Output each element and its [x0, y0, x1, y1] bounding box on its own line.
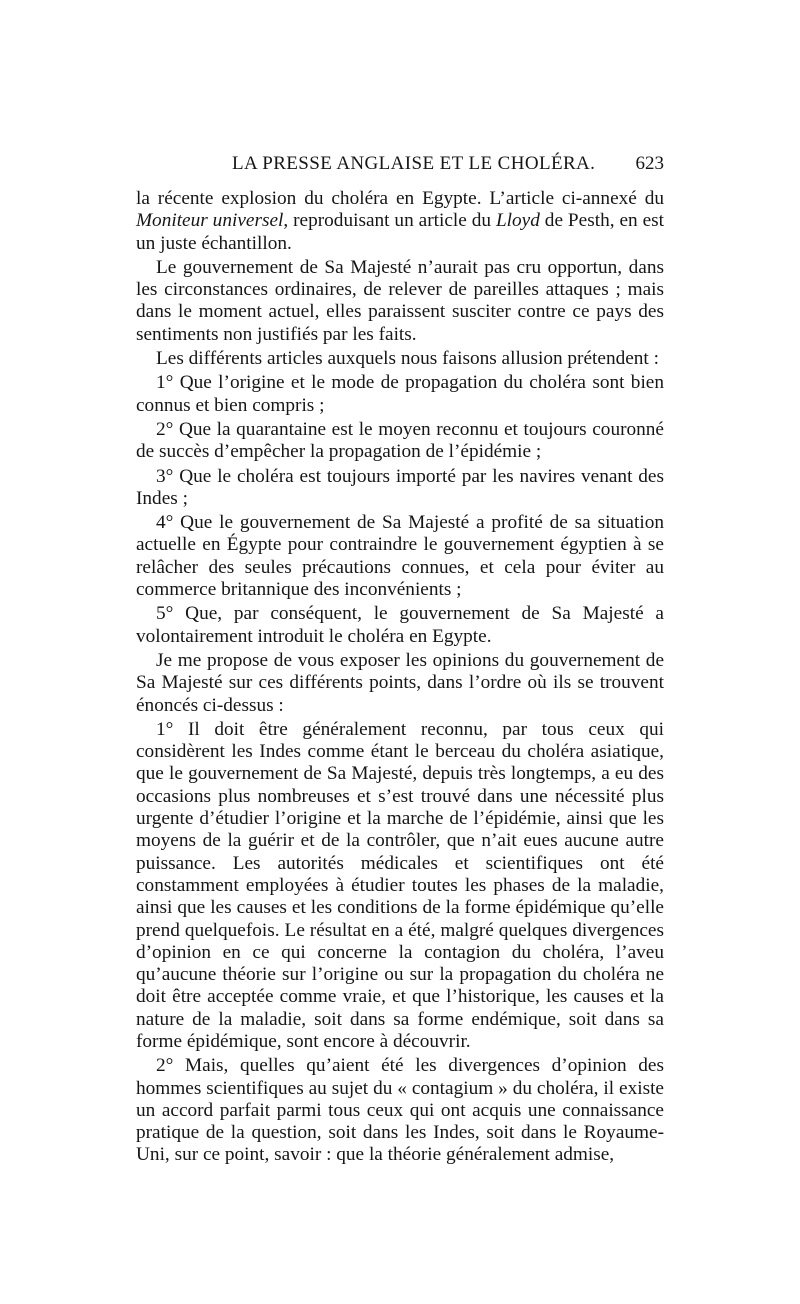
paragraph-continuation [136, 188, 664, 255]
paragraph: Le gouvernement de Sa Majesté n’aurait pas cru opportun, dans les circonstances ordinaires, de relever de pareilles attaques ; mais dans le moment actuel, elles paraissent susciter contre ce pays des sentiments non justifiés par les faits. [136, 256, 664, 345]
list-item: 4° Que le gouvernement de Sa Majesté a profité de sa situation actuelle en Égypte pour contraindre le gouvernement égyptien à se relâcher des seules précautions connues, et cela pour éviter au commerce britannique des inconvénients ; [136, 512, 664, 601]
page-header [136, 153, 664, 177]
list-item: 2° Mais, quelles qu’aient été les divergences d’opinion des hommes scientifiques au sujet du « contagium » du choléra, il existe un accord parfait parmi tous ceux qui ont acquis une connaissance pratique de la question, soit dans les Indes, soit dans le Royaume-Uni, sur ce point, savoir : que la théorie généralement admise, [136, 1055, 664, 1166]
running-title: LA PRESSE ANGLAISE ET LE CHOLÉRA. [232, 153, 596, 174]
publication-title: Lloyd [495, 210, 540, 232]
text-run: la récente explosion du choléra en Egypte. L’article ci-annexé du [136, 188, 664, 209]
text-run: de Pesth, en est un juste échantillon. [136, 210, 665, 254]
list-item: 5° Que, par conséquent, le gouvernement de Sa Majesté a volontairement introduit le choléra en Egypte. [136, 603, 664, 647]
list-item: 3° Que le choléra est toujours importé par les navires venant des Indes ; [136, 465, 664, 509]
list-item: 1° Que l’origine et le mode de propagation du choléra sont bien connus et bien compris ; [136, 372, 664, 416]
page-number: 623 [635, 153, 664, 174]
body-text [136, 188, 664, 1169]
list-item: 2° Que la quarantaine est le moyen reconnu et toujours couronné de succès d’empêcher la propagation de l’épidémie ; [136, 418, 664, 463]
paragraph: Je me propose de vous exposer les opinions du gouvernement de Sa Majesté sur ces différents points, dans l’ordre où ils se trouvent énoncés ci-dessus : [136, 649, 664, 716]
text-run: , reproduisant un article du [283, 210, 496, 232]
paragraph: Les différents articles auxquels nous faisons allusion prétendent : [156, 348, 659, 370]
publication-title: Moniteur universel [136, 210, 284, 232]
list-item: 1° Il doit être généralement reconnu, par tous ceux qui considèrent les Indes comme étant le berceau du choléra asiatique, que le gouvernement de Sa Majesté, depuis très longtemps, a eu des occasions plus nombreuses et s’est trouvé dans une nécessité plus urgente d’étudier l’origine et la marche de l’épidémie, ainsi que les moyens de la guérir et de la contrôler, que n’ait eues aucune autre puissance. Les autorités médicales et scientifiques ont été constamment employées à étudier toutes les phases de la maladie, ainsi que les causes et les conditions de la forme épidémique qu’elle prend quelquefois. Le résultat en a été, malgré quelques divergences d’opinion en ce qui concerne la contagion du choléra, l’aveu qu’aucune théorie sur l’origine ou sur la propagation du choléra ne doit être acceptée comme vraie, et que l’historique, les causes et la nature de la maladie, soit dans sa forme endémique, soit dans sa forme épidémique, sont encore à découvrir. [136, 718, 664, 1052]
